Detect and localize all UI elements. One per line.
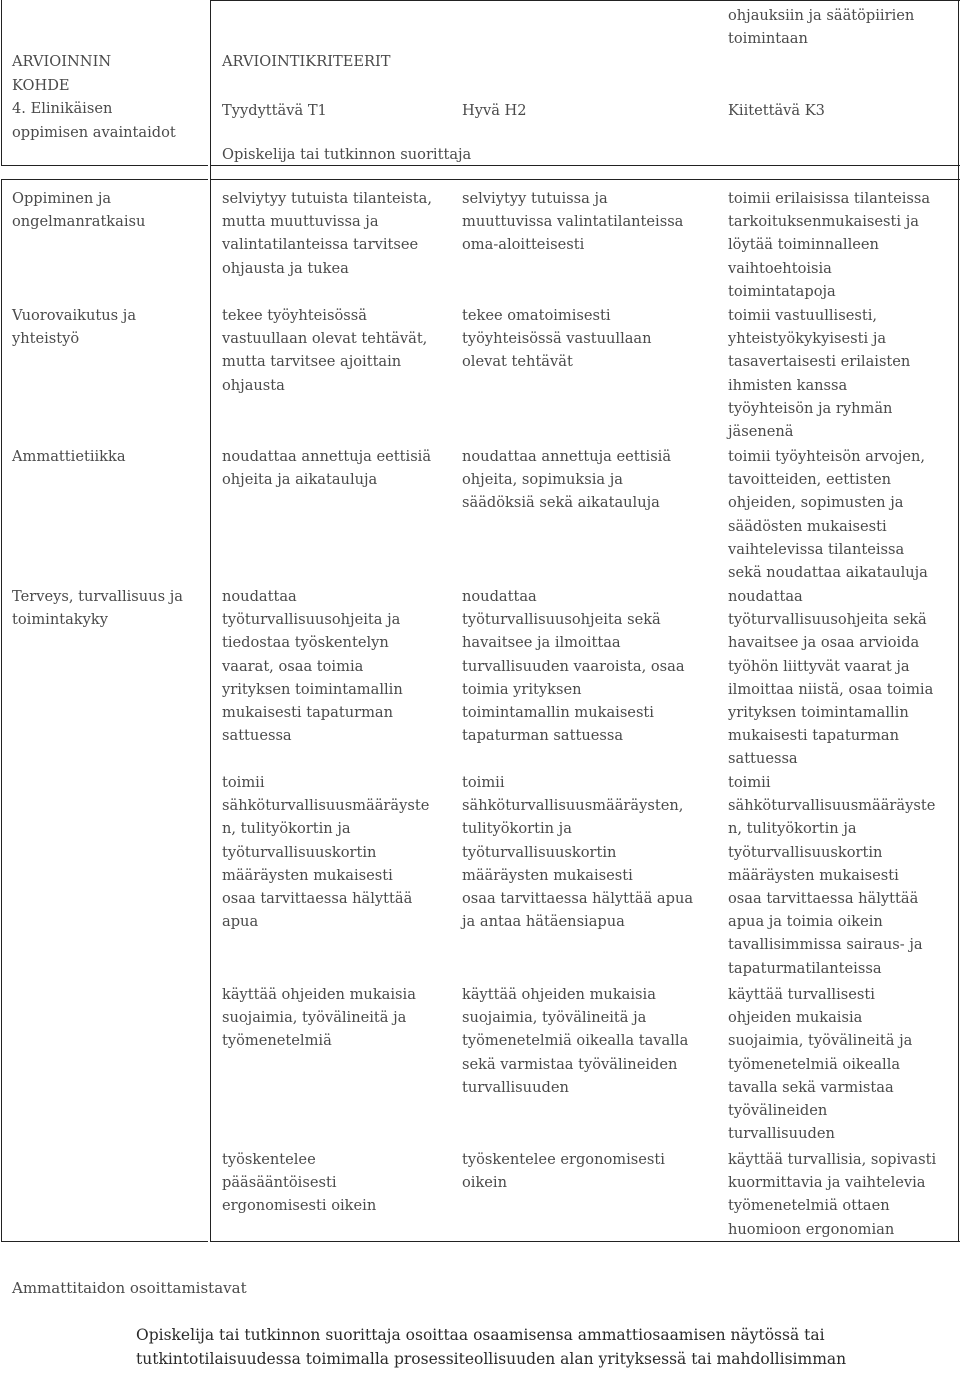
left-header-target: ARVIOINNIN KOHDE 4. Elinikäisen oppimisen avaintaidot [12, 53, 176, 141]
criteria-safety-k3-block: käyttää turvallisesti ohjeiden mukaisia suojaimia, työvälineitä ja työmenetelmiä oikealla tavalla sekä varmistaa työvälineiden turvallisuuden [728, 986, 913, 1143]
criteria-safety-t1-block: käyttää ohjeiden mukaisia suojaimia, työvälineitä ja työmenetelmiä [222, 986, 416, 1050]
criteria-safety-h2-block: noudattaa työturvallisuusohjeita sekä havaitsee ja ilmoittaa turvallisuuden vaaroista, osaa toimia yrityksen toimintamallin mukaisesti tapaturman sattuessa [462, 588, 685, 745]
criteria-learning-h2: selviytyy tutuissa ja muuttuvissa valintatilanteissa oma-aloitteisesti [462, 190, 684, 254]
criteria-interaction-t1: tekee työyhteisössä vastuullaan olevat tehtävät, mutta tarvitsee ajoittain ohjausta [222, 307, 428, 394]
level-t1: Tyydyttävä T1 [222, 102, 327, 119]
table-border-left-header [1, 0, 2, 165]
column-divider [210, 0, 211, 1242]
section-body: Opiskelija tai tutkinnon suorittaja osoittaa osaamisensa ammattiosaamisen näytössä tai tutkintotilaisuudessa toimimalla prosessiteollisuuden alan yrityksessä tai mahdollisimman [136, 1326, 847, 1368]
criteria-ethics-h2: noudattaa annettuja eettisiä ohjeita, sopimuksia ja säädöksiä sekä aikatauluja [462, 448, 672, 512]
target-ethics: Ammattietiikka [12, 448, 126, 465]
criteria-safety-h2-block: toimii sähköturvallisuusmääräysten, tulityökortin ja työturvallisuuskortin määräysten mukaisesti osaa tarvittaessa hälyttää apua ja antaa hätäensiapua [462, 774, 694, 931]
body-bottom-rule [210, 1241, 960, 1242]
criteria-learning-t1: selviytyy tutuista tilanteista, mutta muuttuvissa ja valintatilanteissa tarvitsee ohjausta ja tukea [222, 190, 432, 277]
level-k3: Kiitettävä K3 [728, 102, 825, 119]
table-border-left [1, 179, 2, 1242]
table-border-bottom-left [1, 1241, 208, 1242]
criteria-safety-t1-block: noudattaa työturvallisuusohjeita ja tiedostaa työskentelyn vaarat, osaa toimia yrityksen toimintamallin mukaisesti tapaturman sattuessa [222, 588, 403, 745]
target-interaction: Vuorovaikutus ja yhteistyö [12, 307, 137, 348]
subject-label: Opiskelija tai tutkinnon suorittaja [222, 146, 472, 163]
table-border-bottom-left-header [1, 165, 208, 166]
criteria-interaction-k3: toimii vastuullisesti, yhteistyökykyisesti ja tasavertaisesti erilaisten ihmisten kanssa työyhteisön ja ryhmän jäsenenä [728, 307, 911, 441]
criteria-ethics-k3: toimii työyhteisön arvojen, tavoitteiden, eettisten ohjeiden, sopimusten ja säädösten mukaisesti vaihtelevissa tilanteissa sekä noudattaa aikatauluja [728, 448, 928, 582]
criteria-safety-k3-block: toimii sähköturvallisuusmääräyste n, tulityökortin ja työturvallisuuskortin määräysten mukaisesti osaa tarvittaessa hälyttää apua ja toimia oikein tavallisimmissa sairaus- ja tapaturmatilanteissa [728, 774, 936, 977]
criteria-title: ARVIOINTIKRITEERIT [222, 53, 391, 70]
criteria-safety-t1-block: toimii sähköturvallisuusmääräyste n, tulityökortin ja työturvallisuuskortin määräysten mukaisesti osaa tarvittaessa hälyttää apua [222, 774, 430, 931]
header-top-rule [210, 0, 960, 1]
criteria-safety-t1-block: työskentelee pääsääntöisesti ergonomisesti oikein [222, 1151, 377, 1215]
criteria-safety-k3-block: noudattaa työturvallisuusohjeita sekä havaitsee ja osaa arvioida työhön liittyvät vaarat ja ilmoittaa niistä, osaa toimia yrityksen toimintamallin mukaisesti tapaturman sattuessa [728, 588, 934, 768]
criteria-interaction-h2: tekee omatoimisesti työyhteisössä vastuullaan olevat tehtävät [462, 307, 652, 371]
top-right-continuation: ohjauksiin ja säätöpiirien toimintaan [728, 7, 915, 48]
criteria-safety-h2-block: työskentelee ergonomisesti oikein [462, 1151, 665, 1192]
section-heading: Ammattitaidon osoittamistavat [12, 1279, 247, 1297]
criteria-ethics-t1: noudattaa annettuja eettisiä ohjeita ja aikatauluja [222, 448, 432, 489]
body-top-rule [210, 179, 960, 180]
criteria-learning-k3: toimii erilaisissa tilanteissa tarkoituksenmukaisesti ja löytää toiminnalleen vaihtoehtoisia toimintatapoja [728, 190, 931, 300]
target-learning: Oppiminen ja ongelmanratkaisu [12, 190, 146, 231]
criteria-safety-h2-block: käyttää ohjeiden mukaisia suojaimia, työvälineitä ja työmenetelmiä oikealla tavalla sekä varmistaa työvälineiden turvallisuuden [462, 986, 689, 1096]
table-border-top-left [1, 179, 208, 180]
target-safety: Terveys, turvallisuus ja toimintakyky [12, 588, 183, 629]
criteria-safety-k3-block: käyttää turvallisia, sopivasti kuormittavia ja vaihtelevia työmenetelmiä ottaen huomioon ergonomian [728, 1151, 937, 1238]
level-h2: Hyvä H2 [462, 102, 527, 119]
table-border-right [958, 0, 959, 1242]
